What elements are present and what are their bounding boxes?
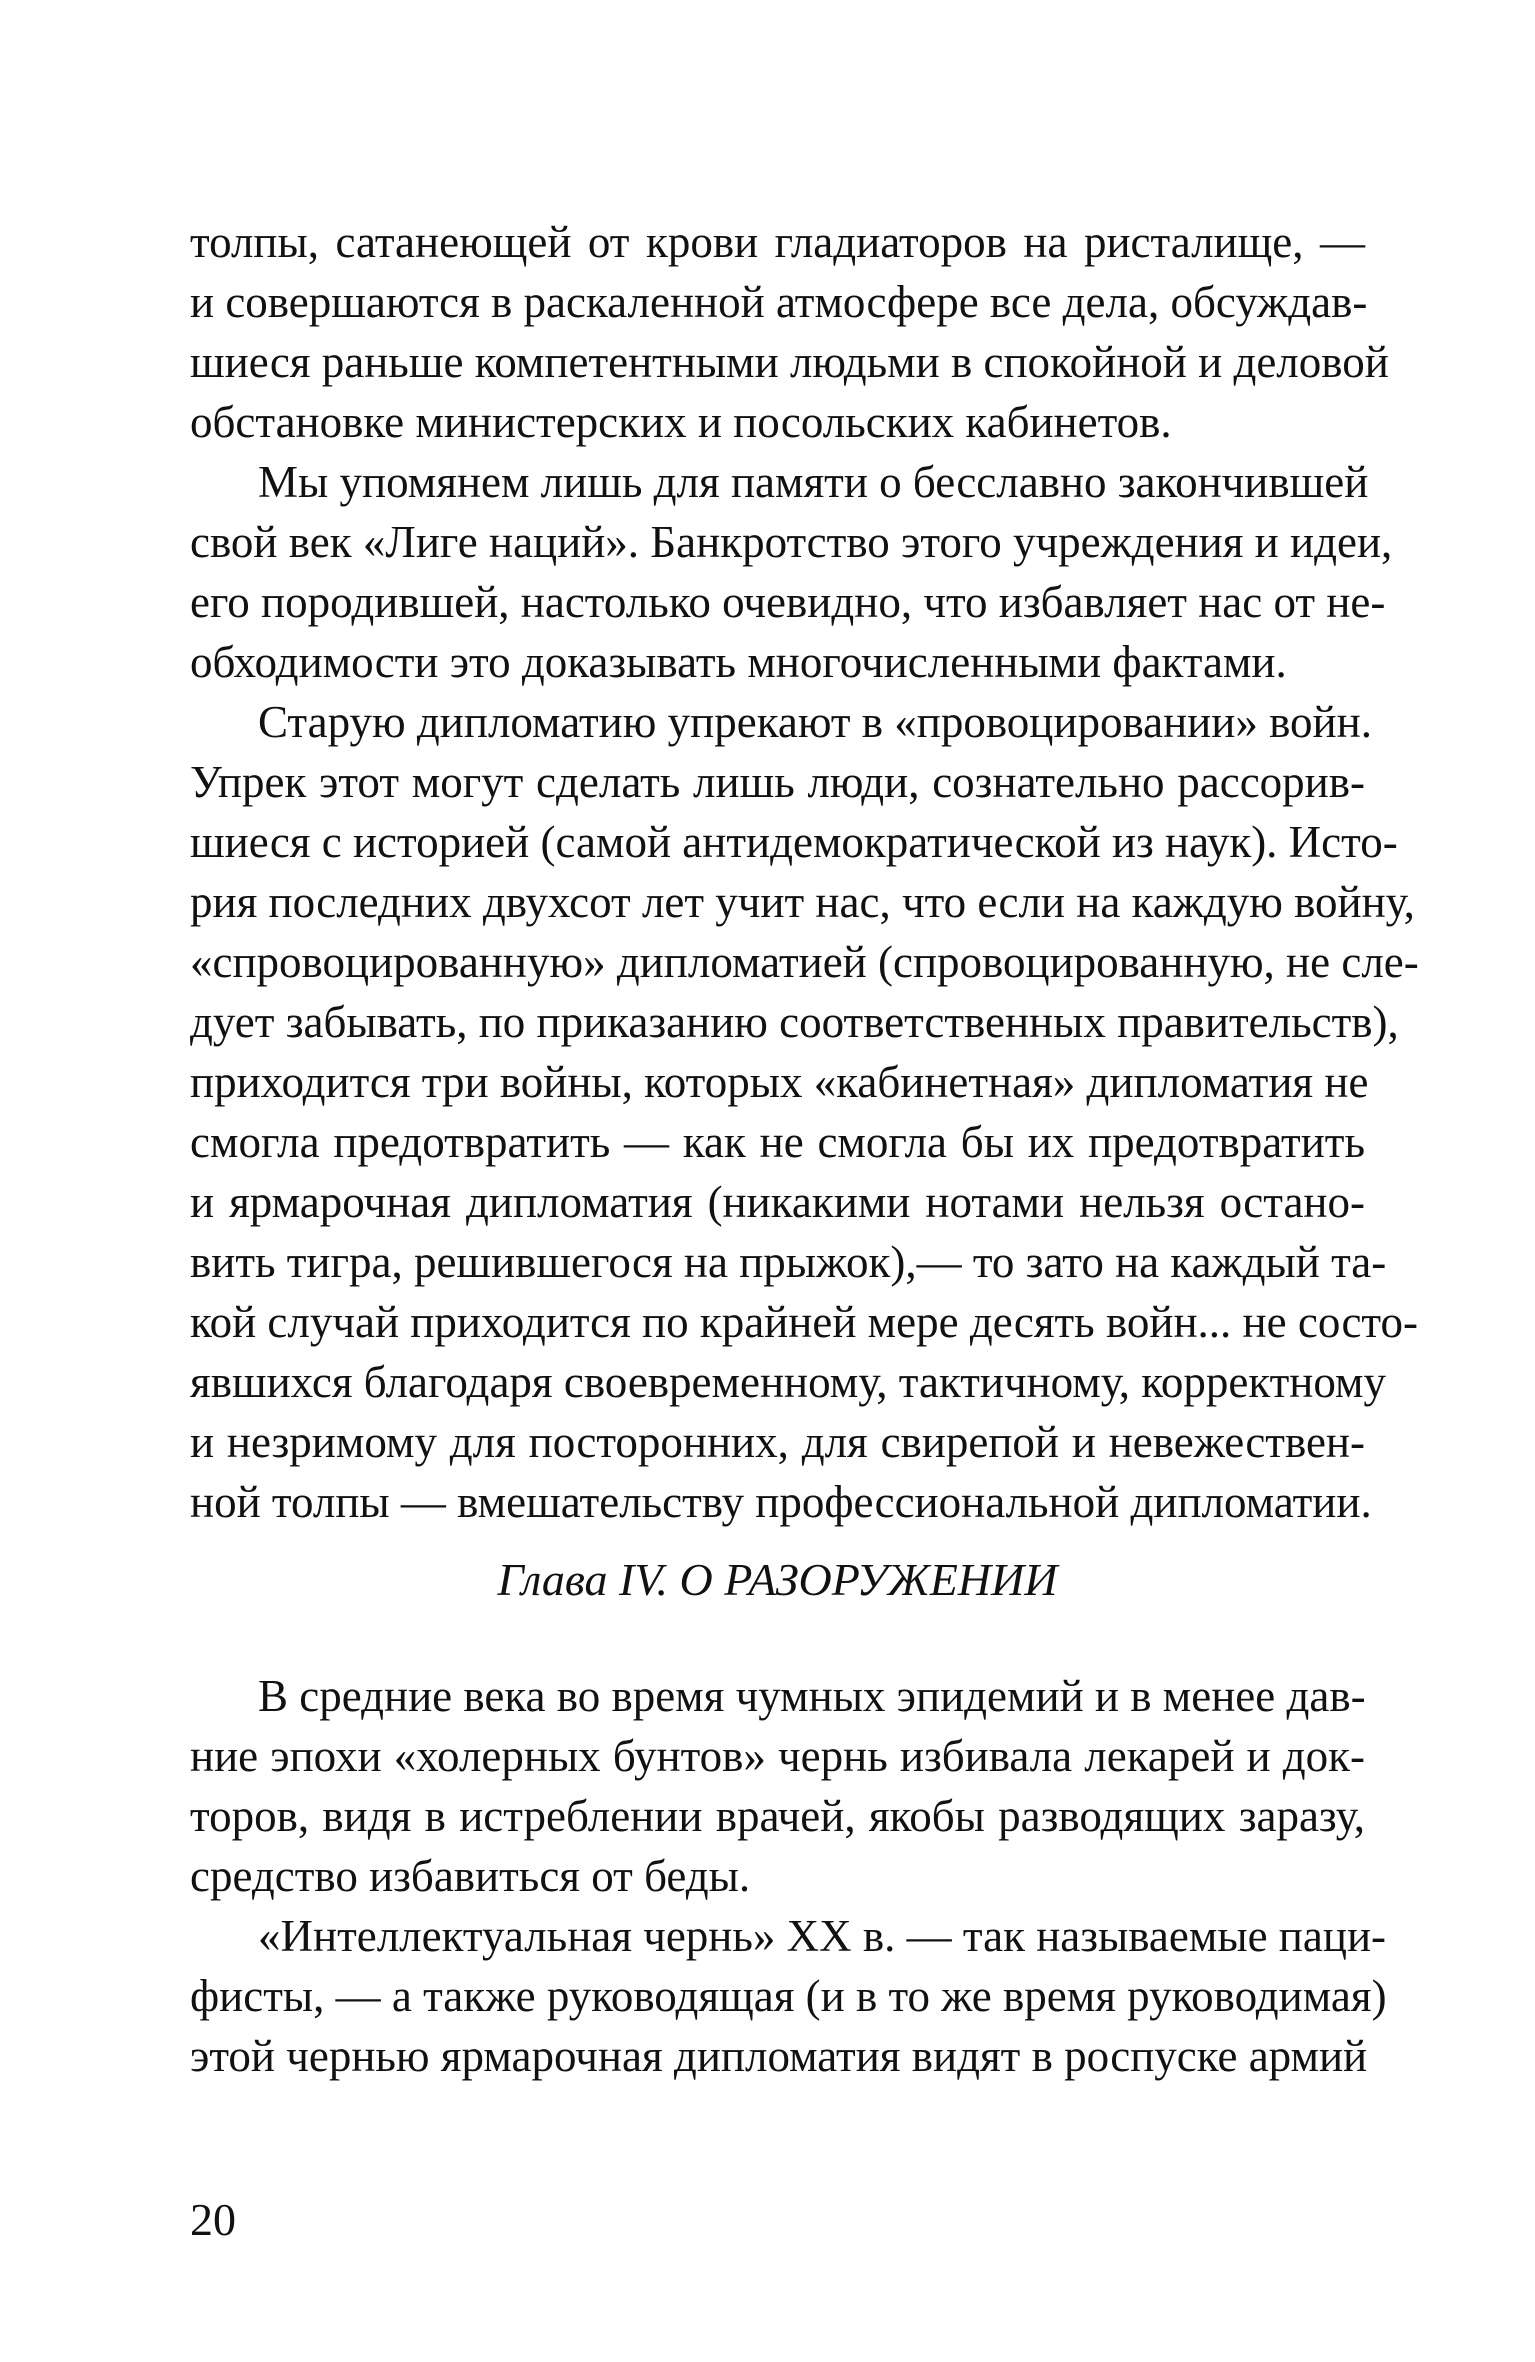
text-line: этой чернью ярмарочная дипломатия видят в роспуске армий [190,2031,1368,2081]
text-line: торов, видя в истреблении врачей, якобы разводящих заразу, [190,1791,1365,1841]
text-line: и совершаются в раскаленной атмосфере все дела, обсуждав- [190,277,1368,327]
text-block-lower [190,1666,1387,2086]
text-line: обходимости это доказывать многочисленными фактами. [190,637,1287,687]
text-line: средство избавиться от беды. [190,1851,751,1901]
text-line: дует забывать, по приказанию соответственных правительств), [190,997,1399,1047]
text-line: «спровоцированную» дипломатией (спровоцированную, не сле- [190,937,1419,987]
text-line: Упрек этот могут сделать лишь люди, сознательно рассорив- [190,757,1365,807]
text-line: явшихся благодаря своевременному, тактичному, корректному [190,1357,1386,1407]
text-line: Мы упомянем лишь для памяти о бесславно закончившей [258,457,1369,507]
text-line: вить тигра, решившегося на прыжок),— то зато на каждый та- [190,1237,1387,1287]
chapter-title: Глава IV. О РАЗОРУЖЕНИИ [497,1554,1058,1605]
text-line: и незримому для посторонних, для свирепой и невежествен- [190,1417,1365,1467]
text-line: смогла предотвратить — как не смогла бы их предотвратить [190,1117,1365,1167]
text-line: обстановке министерских и посольских кабинетов. [190,397,1172,447]
text-line: фисты, — а также руководящая (и в то же время руководимая) [190,1971,1387,2021]
text-line: шиеся раньше компетентными людьми в спокойной и деловой [190,337,1389,387]
text-line: Старую дипломатию упрекают в «провоцировании» войн. [258,697,1372,747]
text-line: кой случай приходится по крайней мере десять войн... не состо- [190,1297,1418,1347]
text-block-upper [190,212,1419,1532]
text-line: «Интеллектуальная чернь» XX в. — так называемые паци- [258,1911,1387,1961]
text-line: свой век «Лиге наций». Банкротство этого учреждения и идеи, [190,517,1393,567]
text-line: рия последних двухсот лет учит нас, что если на каждую войну, [190,877,1415,927]
text-line: шиеся с историей (самой антидемократической из наук). Исто- [190,817,1398,867]
text-line: приходится три войны, которых «кабинетная» дипломатия не [190,1057,1369,1107]
text-line: ние эпохи «холерных бунтов» чернь избивала лекарей и док- [190,1731,1365,1781]
text-line: его породившей, настолько очевидно, что избавляет нас от не- [190,577,1386,627]
text-line: В средние века во время чумных эпидемий и в менее дав- [258,1671,1366,1721]
page-number: 20 [190,2194,236,2245]
text-line: и ярмарочная дипломатия (никакими нотами нельзя остано- [190,1177,1365,1227]
text-line: ной толпы — вмешательству профессиональной дипломатии. [190,1477,1372,1527]
text-line: толпы, сатанеющей от крови гладиаторов на ристалище, — [190,217,1365,267]
